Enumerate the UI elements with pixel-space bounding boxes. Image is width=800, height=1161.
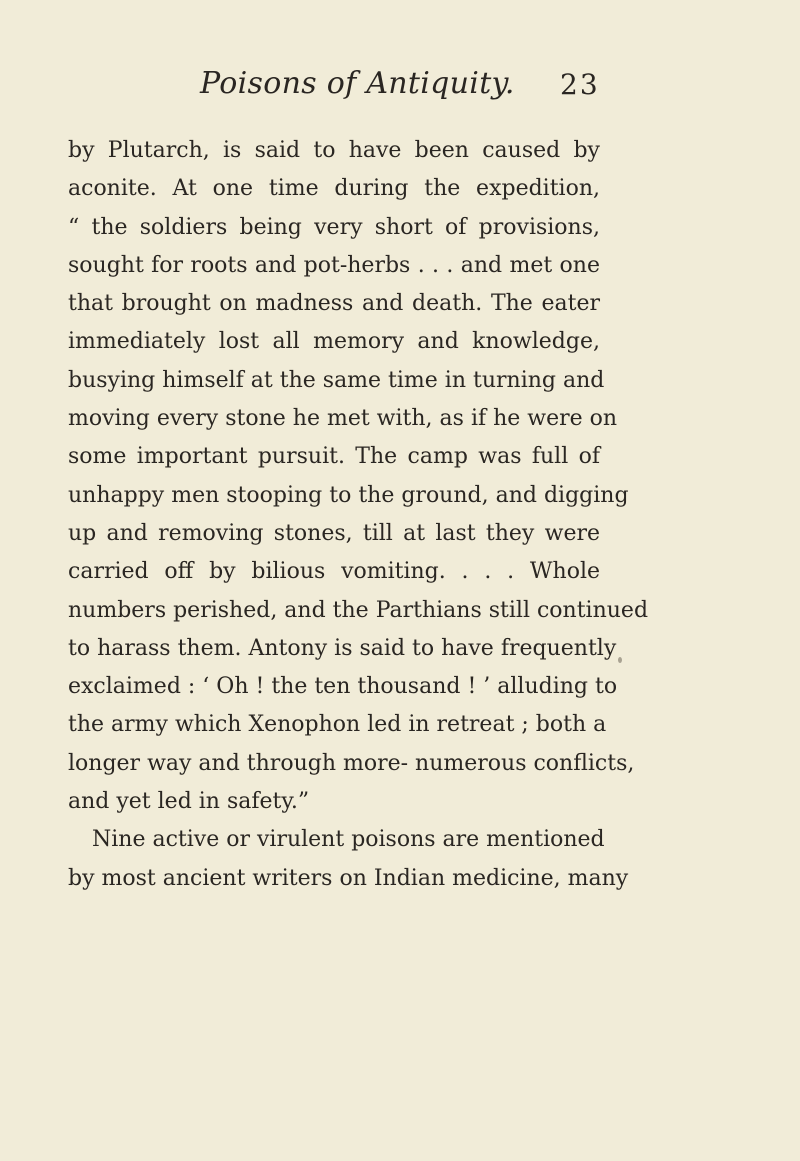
text-line: some important pursuit. The camp was full of bbox=[68, 444, 600, 470]
text-line: immediately lost all memory and knowledge, bbox=[68, 329, 600, 355]
text-line: the army which Xenophon led in retreat ; both a bbox=[68, 712, 607, 738]
text-line: “ the soldiers being very short of provisions, bbox=[68, 214, 600, 240]
text-line: by most ancient writers on Indian medicine, many bbox=[68, 865, 629, 891]
text-line: up and removing stones, till at last they were bbox=[68, 520, 600, 546]
running-head bbox=[0, 66, 800, 106]
text-line: sought for roots and pot-herbs . . . and met one bbox=[68, 252, 600, 278]
text-line: exclaimed : ‘ Oh ! the ten thousand ! ’ alluding to bbox=[68, 674, 618, 700]
paragraph-start-line: Nine active or virulent poisons are mentioned bbox=[92, 827, 605, 853]
text-line: carried off by bilious vomiting. . . . Whole bbox=[68, 559, 600, 585]
text-line: by Plutarch, is said to have been caused by bbox=[68, 138, 600, 163]
body-text bbox=[68, 132, 649, 898]
text-line: aconite. At one time during the expedition, bbox=[68, 176, 600, 202]
text-line: moving every stone he met with, as if he were on bbox=[68, 406, 618, 432]
running-title: Poisons of Antiquity. bbox=[200, 66, 515, 101]
text-line: to harass them. Antony is said to have frequently bbox=[68, 635, 617, 661]
page-number: 23 bbox=[560, 68, 600, 101]
text-line: busying himself at the same time in turning and bbox=[68, 367, 605, 393]
text-line: and yet led in safety.” bbox=[68, 789, 310, 815]
text-line: numbers perished, and the Parthians still continued bbox=[68, 597, 649, 623]
text-line: that brought on madness and death. The eater bbox=[68, 291, 600, 317]
text-line: longer way and through more- numerous conflicts, bbox=[68, 750, 635, 776]
text-line: unhappy men stooping to the ground, and digging bbox=[68, 482, 629, 508]
paper-speck bbox=[618, 657, 622, 663]
